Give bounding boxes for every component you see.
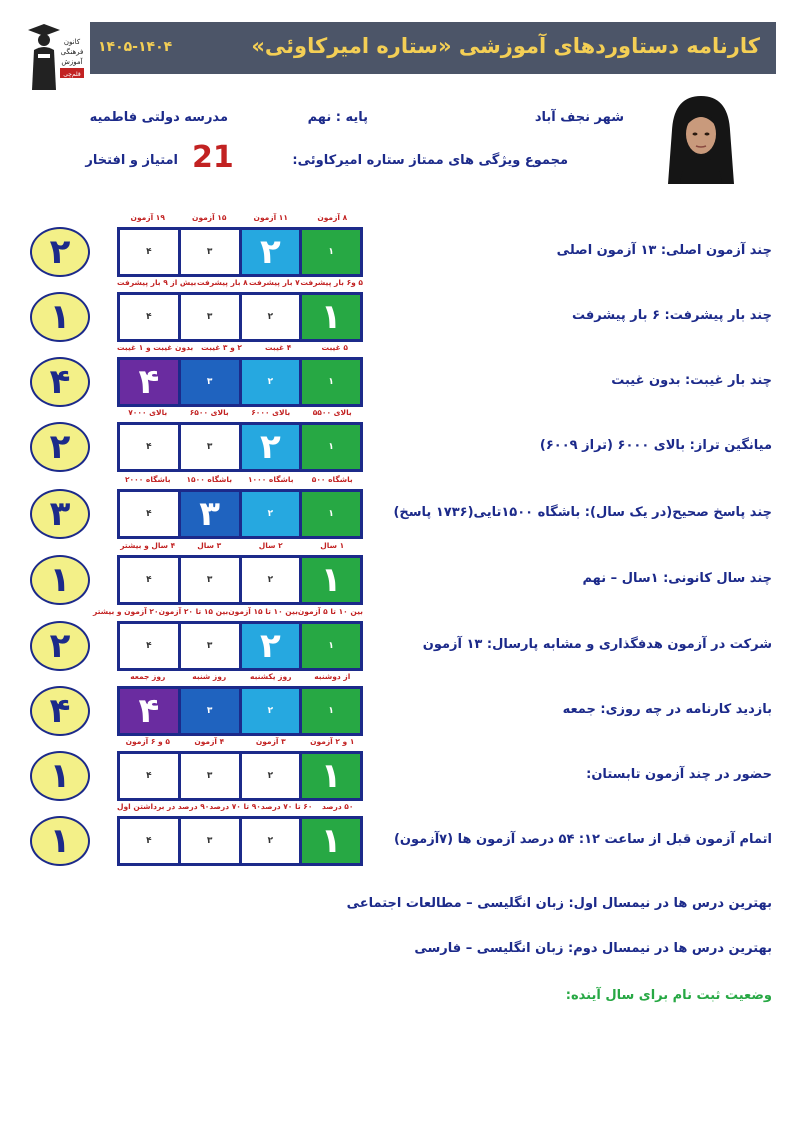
level-label: بین ۱۰ تا ۵ آزمون bbox=[297, 607, 363, 616]
level-label: ۲۰ آزمون و بیشتر bbox=[93, 607, 159, 616]
level-label: ۱۱ آزمون bbox=[253, 213, 288, 222]
criterion-question: چند بار پیشرفت: ۶ بار پیشرفت bbox=[571, 308, 772, 323]
level-cell-4: ۴ bbox=[120, 230, 178, 274]
level-label: ۶۰ تا ۷۰ درصد bbox=[260, 802, 313, 811]
row-level-labels bbox=[117, 737, 363, 749]
row-score-badge: ۴ bbox=[30, 357, 90, 407]
svg-text:آموزش: آموزش bbox=[61, 58, 83, 66]
row-level-labels bbox=[117, 278, 363, 290]
level-label: ۹۰ درصد در برداشتن اول bbox=[117, 802, 210, 811]
level-cell-4: ۴ bbox=[120, 558, 178, 602]
row-score-badge: ۱ bbox=[30, 555, 90, 605]
row-score-badge: ۳ bbox=[30, 489, 90, 539]
student-city: شهر نجف آباد bbox=[534, 110, 624, 125]
criterion-question: چند پاسخ صحیح(در یک سال): باشگاه ۱۵۰۰تایی(۱۷۳۶ پاسخ) bbox=[393, 505, 772, 520]
level-label: ۵۰ درصد bbox=[321, 802, 354, 811]
level-label: ۱ و ۲ آزمون bbox=[310, 737, 355, 746]
level-cell-2: ۲ bbox=[242, 689, 300, 733]
level-label: ۳ آزمون bbox=[255, 737, 286, 746]
level-label: بیش از ۹ بار پیشرفت bbox=[116, 278, 197, 287]
level-cell-1: ۱ bbox=[302, 295, 360, 339]
report-title: کارنامه دستاوردهای آموزشی «ستاره امیرکاوئی» bbox=[251, 34, 760, 58]
best-subjects-first: بهترین درس ها در نیمسال اول: زبان انگلیسی – مطالعات اجتماعی bbox=[346, 896, 772, 911]
level-cell-2: ۲ bbox=[242, 492, 300, 536]
criterion-question: میانگین تراز: بالای ۶۰۰۰ (تراز ۶۰۰۹) bbox=[539, 438, 772, 453]
score-label: امتیاز و افتخار bbox=[85, 153, 178, 168]
level-cell-1: ۱ bbox=[302, 230, 360, 274]
row-score-badge: ۱ bbox=[30, 816, 90, 866]
level-label: باشگاه ۱۰۰۰ bbox=[247, 475, 294, 484]
level-cell-1: ۱ bbox=[302, 425, 360, 469]
level-label: ۴ سال و بیشتر bbox=[120, 541, 176, 550]
level-cell-4: ۴ bbox=[120, 819, 178, 863]
level-cell-1: ۱ bbox=[302, 689, 360, 733]
level-label: بالای ۵۵۰۰ bbox=[312, 408, 352, 417]
registration-status: وضعیت ثبت نام برای سال آینده: bbox=[565, 988, 772, 1003]
level-bar bbox=[117, 621, 363, 671]
level-bar bbox=[117, 292, 363, 342]
level-label: ۵ و۶ بار پیشرفت bbox=[300, 278, 363, 287]
row-level-labels bbox=[117, 408, 363, 420]
level-label: ۲ و ۳ غیبت bbox=[201, 343, 242, 352]
academic-years: ۱۴۰۵-۱۴۰۴ bbox=[98, 39, 173, 55]
graduate-icon bbox=[26, 20, 88, 90]
level-cell-2: ۲ bbox=[242, 819, 300, 863]
level-bar bbox=[117, 555, 363, 605]
level-cell-1: ۱ bbox=[302, 492, 360, 536]
row-level-labels bbox=[117, 541, 363, 553]
level-cell-2: ۲ bbox=[242, 230, 300, 274]
level-label: باشگاه ۵۰۰ bbox=[311, 475, 353, 484]
row-level-labels bbox=[117, 475, 363, 487]
level-label: ۳ سال bbox=[197, 541, 222, 550]
row-score-badge: ۱ bbox=[30, 292, 90, 342]
level-bar bbox=[117, 489, 363, 539]
criterion-question: بازدید کارنامه در چه روزی: جمعه bbox=[562, 702, 772, 717]
level-bar bbox=[117, 686, 363, 736]
level-cell-3: ۳ bbox=[181, 754, 239, 798]
level-label: ۴ غیبت bbox=[264, 343, 292, 352]
level-cell-2: ۲ bbox=[242, 425, 300, 469]
level-label: بالای ۶۰۰۰ bbox=[251, 408, 291, 417]
row-level-labels bbox=[117, 672, 363, 684]
row-level-labels bbox=[93, 607, 363, 619]
level-label: روز یکشنبه bbox=[250, 672, 292, 681]
criterion-question: چند بار غیبت: بدون غیبت bbox=[611, 373, 772, 388]
level-cell-2: ۲ bbox=[242, 624, 300, 668]
level-bar bbox=[117, 422, 363, 472]
student-photo bbox=[662, 90, 740, 184]
level-label: ۲ سال bbox=[258, 541, 283, 550]
level-cell-4: ۴ bbox=[120, 360, 178, 404]
level-label: ۴ آزمون bbox=[194, 737, 225, 746]
student-school: مدرسه دولتی فاطمیه bbox=[89, 110, 228, 125]
level-label: ۱۹ آزمون bbox=[130, 213, 165, 222]
row-score-badge: ۱ bbox=[30, 751, 90, 801]
level-label: ۸ آزمون bbox=[317, 213, 348, 222]
total-label: مجموع ویژگی های ممتاز ستاره امیرکاوئی: bbox=[292, 153, 568, 168]
level-label: ۱۵ آزمون bbox=[192, 213, 227, 222]
level-cell-2: ۲ bbox=[242, 754, 300, 798]
svg-text:فرهنگی: فرهنگی bbox=[60, 48, 84, 56]
row-level-labels bbox=[117, 343, 363, 355]
level-bar bbox=[117, 751, 363, 801]
level-label: روز جمعه bbox=[130, 672, 166, 681]
level-label: بالای ۷۰۰۰ bbox=[128, 408, 168, 417]
level-cell-2: ۲ bbox=[242, 295, 300, 339]
level-cell-4: ۴ bbox=[120, 295, 178, 339]
kanoon-logo bbox=[26, 20, 88, 90]
level-cell-3: ۳ bbox=[181, 689, 239, 733]
best-subjects-second: بهترین درس ها در نیمسال دوم: زبان انگلیسی – فارسی bbox=[414, 941, 772, 956]
svg-text:قلم‌چی: قلم‌چی bbox=[63, 71, 81, 78]
row-score-badge: ۲ bbox=[30, 227, 90, 277]
criterion-question: شرکت در آزمون هدفگذاری و مشابه پارسال: ۱۳ آزمون bbox=[422, 637, 772, 652]
criterion-question: چند آزمون اصلی: ۱۳ آزمون اصلی bbox=[556, 243, 772, 258]
level-cell-3: ۳ bbox=[181, 558, 239, 602]
title-banner bbox=[90, 22, 776, 74]
level-cell-3: ۳ bbox=[181, 360, 239, 404]
level-cell-1: ۱ bbox=[302, 558, 360, 602]
level-cell-4: ۴ bbox=[120, 425, 178, 469]
level-cell-3: ۳ bbox=[181, 819, 239, 863]
level-label: ۸ بار پیشرفت bbox=[196, 278, 248, 287]
level-label: از دوشنبه bbox=[314, 672, 351, 681]
level-label: بدون غیبت و ۱ غیبت bbox=[116, 343, 194, 352]
level-cell-3: ۳ bbox=[181, 492, 239, 536]
level-bar bbox=[117, 227, 363, 277]
level-label: باشگاه ۱۵۰۰ bbox=[186, 475, 233, 484]
level-label: بالای ۶۵۰۰ bbox=[189, 408, 229, 417]
total-score: 21 bbox=[192, 140, 234, 175]
level-cell-4: ۴ bbox=[120, 754, 178, 798]
row-score-badge: ۲ bbox=[30, 621, 90, 671]
level-cell-4: ۴ bbox=[120, 624, 178, 668]
level-label: باشگاه ۲۰۰۰ bbox=[124, 475, 171, 484]
row-level-labels bbox=[117, 802, 363, 814]
level-cell-2: ۲ bbox=[242, 360, 300, 404]
level-label: ۵ غیبت bbox=[321, 343, 348, 352]
row-score-badge: ۲ bbox=[30, 422, 90, 472]
level-label: ۷ بار پیشرفت bbox=[248, 278, 300, 287]
level-bar bbox=[117, 357, 363, 407]
level-label: بین ۱۵ تا ۲۰ آزمون bbox=[158, 607, 229, 616]
level-cell-2: ۲ bbox=[242, 558, 300, 602]
level-label: ۵ و ۶ آزمون bbox=[125, 737, 170, 746]
level-cell-1: ۱ bbox=[302, 819, 360, 863]
level-cell-1: ۱ bbox=[302, 754, 360, 798]
level-cell-3: ۳ bbox=[181, 295, 239, 339]
level-label: ۱ سال bbox=[320, 541, 345, 550]
level-cell-4: ۴ bbox=[120, 492, 178, 536]
level-cell-1: ۱ bbox=[302, 360, 360, 404]
level-cell-3: ۳ bbox=[181, 624, 239, 668]
level-label: بین ۱۰ تا ۱۵ آزمون bbox=[228, 607, 298, 616]
level-cell-1: ۱ bbox=[302, 624, 360, 668]
row-score-badge: ۴ bbox=[30, 686, 90, 736]
svg-text:کانون: کانون bbox=[63, 38, 81, 46]
level-cell-3: ۳ bbox=[181, 230, 239, 274]
level-label: ۹۰ تا ۷۰ درصد bbox=[209, 802, 261, 811]
student-grade: پایه : نهم bbox=[307, 110, 368, 125]
criterion-question: حضور در چند آزمون تابستان: bbox=[586, 767, 772, 782]
level-label: روز شنبه bbox=[192, 672, 227, 681]
criterion-question: چند سال کانونی: ۱سال – نهم bbox=[582, 571, 772, 586]
level-cell-3: ۳ bbox=[181, 425, 239, 469]
level-bar bbox=[117, 816, 363, 866]
row-level-labels bbox=[117, 213, 363, 225]
criterion-question: اتمام آزمون قبل از ساعت ۱۲: ۵۴ درصد آزمون ها (۷آزمون) bbox=[393, 832, 772, 847]
level-cell-4: ۴ bbox=[120, 689, 178, 733]
